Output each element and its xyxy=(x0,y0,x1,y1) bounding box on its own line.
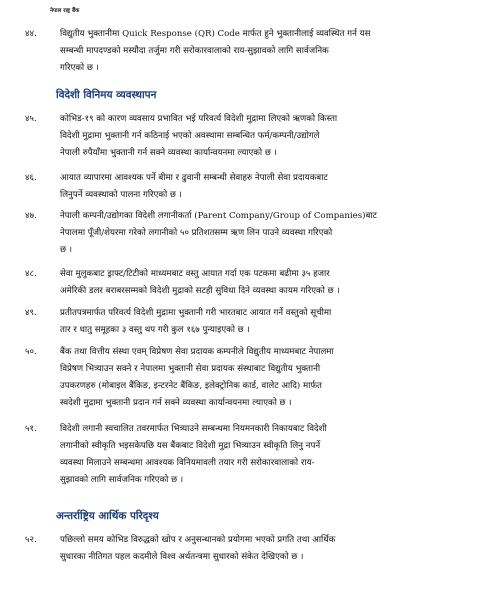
item-number: ४६. xyxy=(25,173,37,183)
item-text-line: पछिल्लो समय कोभिड विरुद्धको खोप र अनुसन्धानको प्रयोगमा भएको प्रगति तथा आर्थिक xyxy=(60,535,336,545)
list-item xyxy=(25,266,432,300)
item-text-line: विदेशी लगानी स्वचालित तवरमार्फत भित्र्याउने सम्बन्धमा नियमनकारी निकायबाट विदेशी xyxy=(60,424,327,434)
item-text-line: अमेरिकी डलर बराबरसम्मको विदेशी मुद्राको सटही सुविधा दिने व्यवस्था कायम गरिएको छ । xyxy=(60,286,340,296)
list-item xyxy=(25,305,432,339)
section-heading: विदेशी विनिमय व्यवस्थापन xyxy=(56,89,157,101)
item-text-line: नेपाली रुपैयाँमा भुक्तानी गर्न सक्ने व्यवस्था कार्यान्वयनमा ल्याएको छ । xyxy=(60,148,277,158)
item-text-line: विप्रेषण भित्र्याउन सक्ने र नेपालमा भुक्तानी सेवा प्रदायक संस्थाबाट विद्युतीय भुक्तानी xyxy=(60,364,321,374)
item-text-line: कोभिड-१९ को कारण व्यवसाय प्रभावित भई परिवर्त्य विदेशी मुद्रामा लिएको ऋणको किस्ता xyxy=(60,114,338,124)
item-text-line: सुधारका नीतिगत पहल कदमीले विश्व अर्थतन्त्रमा सुधारको संकेत देखिएको छ । xyxy=(60,552,304,562)
item-text-line: तार र धातु समूहका ३ वस्तु थप गरी कुल १६७ पुन्याइएको छ । xyxy=(60,325,250,335)
item-number: ४७. xyxy=(25,211,37,221)
item-text-line: सेवा मुलुकबाट ड्राफ्ट/टिटीको माध्यमबाट वस्तु आयात गर्दा एक पटकमा बढीमा ३५ हजार xyxy=(60,269,330,279)
item-text-line: आयात व्यापारमा आवश्यक पर्ने बीमा र ढुवानी सम्बन्धी सेवाहरु नेपाली सेवा प्रदायकबाट xyxy=(60,173,328,183)
list-item xyxy=(25,170,432,204)
item-text-line: सुझावको लागि सार्वजनिक गरिएको छ । xyxy=(60,475,184,485)
item-text-line: उपकरणहरु (मोबाइल बैंकिङ, इन्टरनेट बैंकिङ, इलेक्ट्रोनिक कार्ड, वालेट आदि) मार्फत xyxy=(60,381,322,391)
item-text-line: बैंक तथा वित्तीय संस्था एवम् विप्रेषण सेवा प्रदायक कम्पनीले विद्युतीय माध्यमबाट नेपालमा xyxy=(60,347,334,357)
item-text-line: नेपालमा पूँजी/शेयरमा गरेको लगानीको ५० प्रतिशतसम्म ऋण लिन पाउने व्यवस्था गरिएको xyxy=(60,228,333,238)
item-text-line: विदेशी मुद्रामा भुक्तानी गर्न कठिनाई भएको अवस्थामा सम्बन्धित फर्म/कम्पनी/उद्योगले xyxy=(60,131,320,141)
item-text-line: सम्बन्धी मापदण्डको मस्यौदा तर्जुमा गरी सरोकारवालाको राय-सुझावको लागि सार्वजनिक xyxy=(60,46,329,56)
list-item xyxy=(25,421,432,489)
item-text-line: विद्युतीय भुक्तानीमा Quick Response (QR) Code मार्फत हुने भुक्तानीलाई व्यवस्थित गर्न यस xyxy=(60,29,371,39)
item-text-line: लगानीको स्वीकृति भइसकेपछि यस बैंकबाट विदेशी मुद्रा भित्र्याउन स्वीकृति लिनु नपर्ने xyxy=(60,441,321,451)
section-heading: अन्तर्राष्ट्रिय आर्थिक परिदृश्य xyxy=(56,510,159,522)
list-item xyxy=(25,208,432,259)
item-text-line: प्रतीतपत्रमार्फत परिवर्त्य विदेशी मुद्रामा भुक्तानी गरी भारतबाट आयात गर्ने वस्तुको सूचीमा xyxy=(60,308,332,318)
item-text-line: लिनुपर्ने व्यवस्थाको पालना गरिएको छ । xyxy=(60,190,182,200)
list-item xyxy=(25,532,432,566)
list-item xyxy=(25,344,432,412)
list-item xyxy=(25,111,432,162)
item-number: ४५. xyxy=(25,114,37,124)
item-number: ४८. xyxy=(25,269,37,279)
item-text-line: स्वदेशी मुद्रामा भुक्तानी प्रदान गर्न सक्ने व्यवस्था कार्यान्वयनमा ल्याएको छ । xyxy=(60,398,292,408)
item-number: ४४. xyxy=(25,29,37,39)
list-item xyxy=(25,26,432,77)
item-text-line: व्यवस्था मिलाउने सम्बन्धमा आवश्यक विनियमावली तयार गरी सरोकारवालाको राय- xyxy=(60,458,315,468)
running-header: नेपाल राष्ट्र बैंक xyxy=(50,8,80,14)
item-number: ५१. xyxy=(25,424,37,434)
item-text-line: गरिएको छ । xyxy=(60,63,99,73)
item-text-line: नेपाली कम्पनी/उद्योगका विदेशी लगानीकर्ता (Parent Company/Group of Companies)बाट xyxy=(60,211,377,221)
item-number: ५२. xyxy=(25,535,37,545)
item-number: ४९. xyxy=(25,308,37,318)
item-text-line: छ । xyxy=(60,245,73,255)
item-number: ५०. xyxy=(25,347,37,357)
